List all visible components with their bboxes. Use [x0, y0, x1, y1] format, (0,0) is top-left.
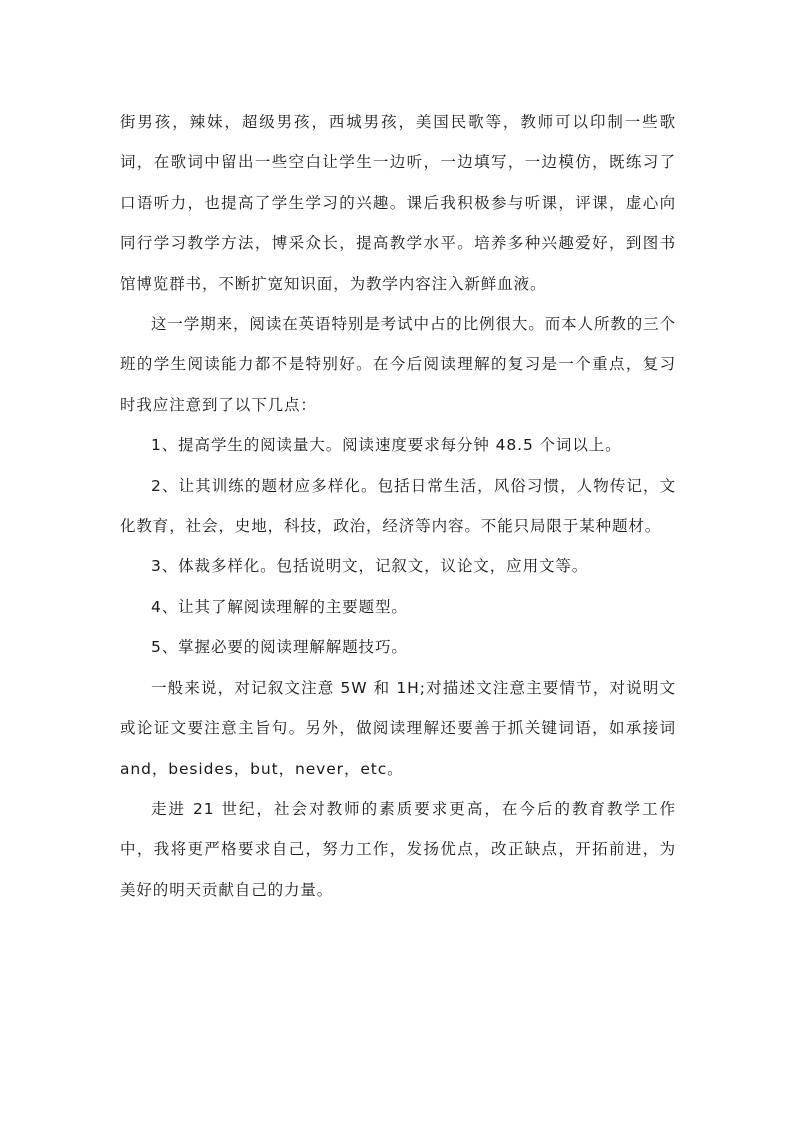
list-item-5: 5、掌握必要的阅读理解解题技巧。 — [151, 638, 408, 657]
list-item-3: 3、体裁多样化。包括说明文，记叙文，议论文，应用文等。 — [151, 557, 589, 576]
paragraph-reading-intro: 这一学期来，阅读在英语特别是考试中占的比例很大。而本人所教的三个班的学生阅读能力都不是特别好。在今后阅读理解的复习是一个重点，复习时我应注意到了以下几点： — [120, 315, 676, 414]
document-body — [120, 102, 676, 910]
list-item-2: 2、让其训练的题材应多样化。包括日常生活，风俗习惯，人物传记，文化教育，社会，史地，科技，政治，经济等内容。不能只局限于某种题材。 — [120, 476, 676, 536]
paragraph-conclusion: 走进 21 世纪，社会对教师的素质要求更高，在今后的教育教学工作中，我将更严格要求自己，努力工作，发扬优点，改正缺点，开拓前进，为美好的明天贡献自己的力量。 — [120, 799, 676, 899]
paragraph-reading-tips: 一般来说，对记叙文注意 5W 和 1H;对描述文注意主要情节，对说明文或论证文要注意主旨句。另外，做阅读理解还要善于抓关键词语，如承接词 and，besides，but，never，etc。 — [120, 678, 676, 778]
paragraph-continuation: 街男孩，辣妹，超级男孩，西城男孩，美国民歌等，教师可以印制一些歌词，在歌词中留出一些空白让学生一边听，一边填写，一边模仿，既练习了口语听力，也提高了学生学习的兴趣。课后我积极参与听课，评课，虚心向同行学习教学方法，博采众长，提高教学水平。培养多种兴趣爱好，到图书馆博览群书，不断扩宽知识面，为教学内容注入新鲜血液。 — [120, 113, 676, 293]
list-item-4: 4、让其了解阅读理解的主要题型。 — [151, 597, 408, 616]
list-item-1: 1、提高学生的阅读量大。阅读速度要求每分钟 48.5 个词以上。 — [151, 436, 622, 455]
